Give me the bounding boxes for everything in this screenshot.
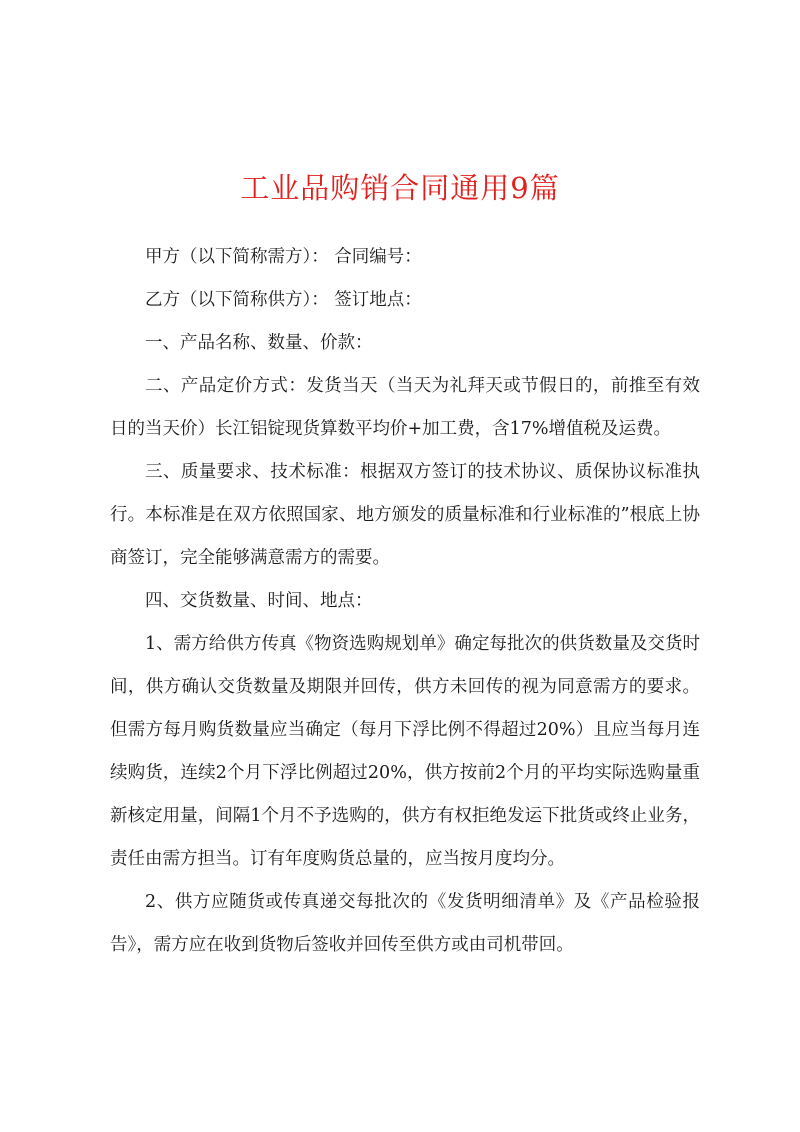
clause-2: 2、供方应随货或传真递交每批次的《发货明细清单》及《产品检验报告》，需方应在收到货物后签收并回传至供方或由司机带回。 — [110, 892, 700, 955]
document-body — [110, 236, 700, 967]
section-quality: 三、质量要求、技术标准：根据双方签订的技术协议、质保协议标准执行。本标准是在双方依照国家、地方颁发的质量标准和行业标准的”根底上协商签订，完全能够满意需方的需要。 — [110, 462, 700, 568]
clause-1: 1、需方给供方传真《物资选购规划单》确定每批次的供货数量及交货时间，供方确认交货数量及期限并回传，供方未回传的视为同意需方的要求。但需方每月购货数量应当确定（每月下浮比例不得超过20%）且应当每月连续购货，连续2个月下浮比例超过20%，供方按前2个月的平均实际选购量重新核定用量，间隔1个月不予选购的，供方有权拒绝发运下批货或终止业务，责任由需方担当。订有年度购货总量的，应当按月度均分。 — [110, 634, 700, 869]
document-title: 工业品购销合同通用9篇 — [240, 171, 560, 205]
section-pricing: 二、产品定价方式：发货当天（当天为礼拜天或节假日的，前推至有效日的当天价）长江铝锭现货算数平均价+加工费，含17%增值税及运费。 — [110, 376, 700, 439]
party-a-line: 甲方（以下简称需方）： 合同编号： — [145, 247, 422, 267]
party-b-line: 乙方（以下简称供方）： 签订地点： — [145, 290, 422, 310]
section-heading-product: 一、产品名称、数量、价款： — [145, 333, 373, 353]
section-heading-delivery: 四、交货数量、时间、地点： — [145, 591, 373, 611]
